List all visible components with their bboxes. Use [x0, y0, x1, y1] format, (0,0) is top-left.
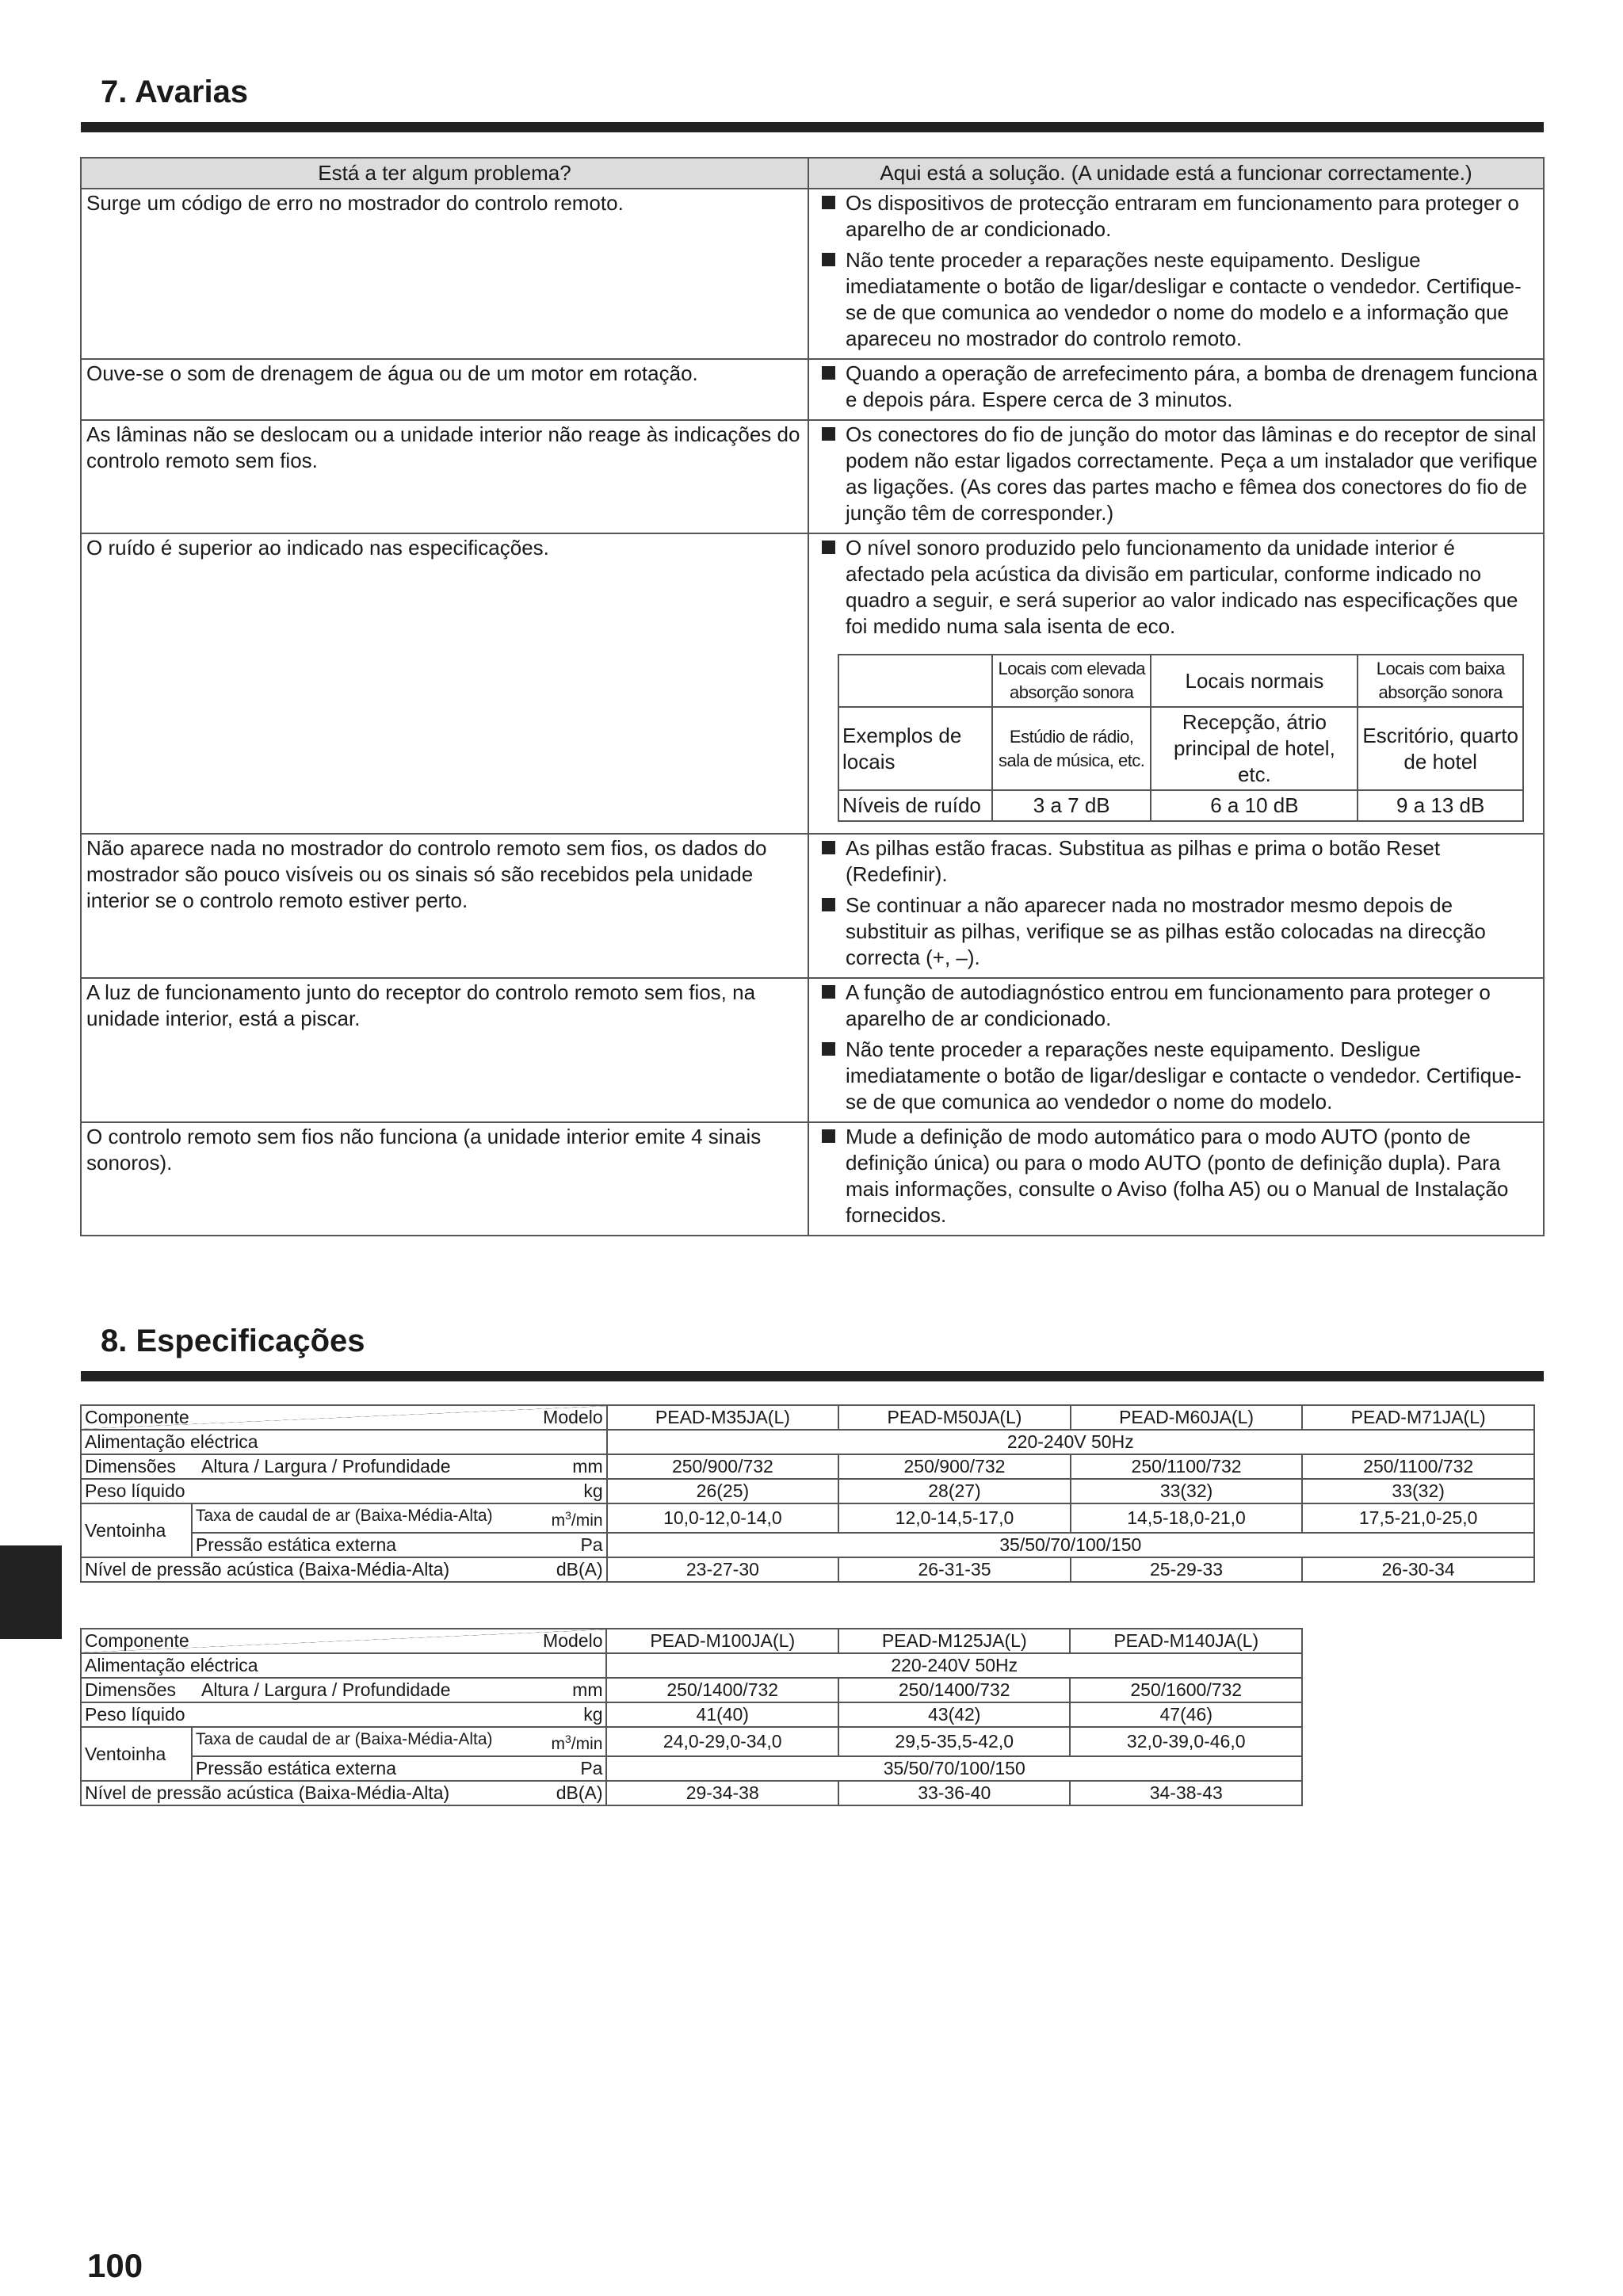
table-row — [81, 533, 1544, 834]
weight-value: 47(46) — [1070, 1702, 1302, 1727]
noise-label-cell — [81, 1781, 606, 1805]
solution-header: Aqui está a solução. (A unidade está a funcionar correctamente.) — [808, 158, 1544, 189]
airflow-value: 14,5-18,0-21,0 — [1071, 1503, 1303, 1533]
model-name: PEAD-M50JA(L) — [838, 1405, 1071, 1430]
noise-value: 26-31-35 — [838, 1557, 1071, 1582]
component-model-cell — [81, 1405, 607, 1430]
solution-cell: Os dispositivos de protecção entraram em funcionamento para proteger o aparelho de ar condicionado. Não tente proceder a reparações neste equipamento. Desligue imediatamente o botão de ligar/desligar e contacte o vendedor. Certifique-se de que comunica ao vendedor o nome do modelo e a informação que apareceu no mostrador do controlo remoto. — [808, 189, 1544, 359]
kg-unit: kg — [583, 1704, 603, 1725]
table-row — [81, 978, 1544, 1122]
static-pressure-value: 35/50/70/100/150 — [606, 1756, 1302, 1781]
airflow-value: 10,0-12,0-14,0 — [607, 1503, 839, 1533]
component-model-cell — [81, 1629, 606, 1653]
spec-row-models — [81, 1405, 1534, 1430]
dimensions-label-cell — [81, 1454, 607, 1479]
noise-value: 33-36-40 — [838, 1781, 1071, 1805]
dimensions-value: 250/1600/732 — [1070, 1678, 1302, 1702]
static-pressure-label-cell — [192, 1533, 607, 1557]
weight-label-cell — [81, 1479, 607, 1503]
airflow-value: 17,5-21,0-25,0 — [1302, 1503, 1534, 1533]
weight-label: Peso líquido — [85, 1704, 185, 1725]
static-pressure-value: 35/50/70/100/150 — [607, 1533, 1534, 1557]
model-name: PEAD-M60JA(L) — [1071, 1405, 1303, 1430]
spec-row-noise — [81, 1781, 1302, 1805]
dba-unit: dB(A) — [556, 1559, 603, 1580]
example-low-absorption: Escritório, quarto de hotel — [1358, 707, 1523, 790]
example-normal: Recepção, átrio principal de hotel, etc. — [1151, 707, 1358, 790]
spec-row-dimensions — [81, 1454, 1534, 1479]
square-bullet-icon — [822, 985, 835, 999]
level-low-absorption: 9 a 13 dB — [1358, 790, 1523, 821]
airflow-label: Taxa de caudal de ar (Baixa-Média-Alta) — [195, 1730, 493, 1748]
power-label: Alimentação eléctrica — [81, 1430, 607, 1454]
component-label: Componente — [85, 1407, 189, 1427]
solution-cell: As pilhas estão fracas. Substitua as pilhas e prima o botão Reset (Redefinir). Se continuar a não aparecer nada no mostrador mesmo depois de substituir as pilhas, verifique se as pilhas estão colocadas na direcção correcta (+, –). — [808, 834, 1544, 978]
dimensions-label: Dimensões — [85, 1456, 177, 1477]
weight-label-cell — [81, 1702, 606, 1727]
spec-row-static-pressure — [81, 1756, 1302, 1781]
spec-row-static-pressure — [81, 1533, 1534, 1557]
noise-label: Nível de pressão acústica (Baixa-Média-Alta) — [85, 1559, 450, 1580]
pa-unit: Pa — [580, 1534, 603, 1555]
problem-cell: O ruído é superior ao indicado nas especificações. — [81, 533, 808, 834]
dimensions-value: 250/1400/732 — [838, 1678, 1071, 1702]
airflow-value: 24,0-29,0-34,0 — [606, 1727, 838, 1756]
spec-row-noise — [81, 1557, 1534, 1582]
table-row — [81, 189, 1544, 359]
noise-table-corner — [838, 655, 992, 707]
weight-value: 33(32) — [1302, 1479, 1534, 1503]
noise-label-cell — [81, 1557, 607, 1582]
section-title-especificacoes: 8. Especificações — [101, 1324, 365, 1358]
table-row — [81, 1122, 1544, 1236]
weight-label: Peso líquido — [85, 1480, 185, 1501]
section-title-avarias: 7. Avarias — [101, 74, 249, 109]
level-high-absorption: 3 a 7 dB — [992, 790, 1151, 821]
square-bullet-icon — [822, 898, 835, 911]
problem-cell: As lâminas não se deslocam ou a unidade interior não reage às indicações do controlo remoto sem fios. — [81, 420, 808, 533]
square-bullet-icon — [822, 427, 835, 441]
table-row — [81, 359, 1544, 420]
solution-cell: O nível sonoro produzido pelo funcionamento da unidade interior é afectado pela acústica da divisão em particular, conforme indicado no quadro a seguir, e será superior ao valor indicado nas especificações que foi medido numa sala isenta de eco. Locais com elevada absorção sonora Locais normais Locais com baixa absorção sonora Exemplos de locais Estúdio de rádio, sala de música, etc. Recepção, átrio principal de hotel, etc. Escritório, quarto de hotel Níveis de ruído 3 a 7 dB 6 a 10 dB 9 a 13 dB — [808, 533, 1544, 834]
static-pressure-label: Pressão estática externa — [195, 1534, 397, 1555]
example-high-absorption: Estúdio de rádio, sala de música, etc. — [992, 707, 1151, 790]
problem-cell: Surge um código de erro no mostrador do controlo remoto. — [81, 189, 808, 359]
spec-row-airflow — [81, 1503, 1534, 1533]
problem-cell: O controlo remoto sem fios não funciona (a unidade interior emite 4 sinais sonoros). — [81, 1122, 808, 1236]
spec-table-1 — [80, 1404, 1535, 1583]
static-pressure-label: Pressão estática externa — [195, 1758, 396, 1778]
airflow-label-cell — [192, 1727, 607, 1756]
spec-row-weight — [81, 1479, 1534, 1503]
level-normal: 6 a 10 dB — [1151, 790, 1358, 821]
dimensions-value: 250/1400/732 — [606, 1678, 838, 1702]
model-label: Modelo — [543, 1630, 603, 1651]
spec-row-power — [81, 1430, 1534, 1454]
table-row — [81, 834, 1544, 978]
airflow-label-cell — [192, 1503, 607, 1533]
solution-cell: Mude a definição de modo automático para o modo AUTO (ponto de definição única) ou para o modo AUTO (ponto de definição dupla). Para mais informações, consulte o Aviso (folha A5) ou o Manual de Instalação fornecidos. — [808, 1122, 1544, 1236]
fan-label: Ventoinha — [81, 1503, 192, 1557]
table-row — [81, 420, 1544, 533]
noise-value: 34-38-43 — [1070, 1781, 1302, 1805]
airflow-value: 29,5-35,5-42,0 — [838, 1727, 1071, 1756]
pa-unit: Pa — [580, 1758, 603, 1778]
power-value: 220-240V 50Hz — [607, 1430, 1534, 1454]
problem-cell: Não aparece nada no mostrador do controlo remoto sem fios, os dados do mostrador são pouco visíveis ou os sinais só são recebidos pela unidade interior se o controlo remoto estiver perto. — [81, 834, 808, 978]
spec-row-power — [81, 1653, 1302, 1678]
levels-label: Níveis de ruído — [838, 790, 992, 821]
spec-row-models — [81, 1629, 1302, 1653]
airflow-unit: $m^3/\min$ — [551, 1733, 603, 1753]
problem-cell: A luz de funcionamento junto do receptor do controlo remoto sem fios, na unidade interior, está a piscar. — [81, 978, 808, 1122]
model-name: PEAD-M71JA(L) — [1302, 1405, 1534, 1430]
model-name: PEAD-M100JA(L) — [606, 1629, 838, 1653]
section-rule — [81, 1371, 1544, 1381]
power-label: Alimentação eléctrica — [81, 1653, 606, 1678]
dimensions-value: 250/900/732 — [838, 1454, 1071, 1479]
square-bullet-icon — [822, 841, 835, 854]
noise-header-low-absorption: Locais com baixa absorção sonora — [1358, 655, 1523, 707]
spec-row-airflow — [81, 1727, 1302, 1756]
model-name: PEAD-M125JA(L) — [838, 1629, 1071, 1653]
dimensions-label: Dimensões — [85, 1679, 177, 1700]
noise-value: 23-27-30 — [607, 1557, 839, 1582]
square-bullet-icon — [822, 366, 835, 380]
noise-header-high-absorption: Locais com elevada absorção sonora — [992, 655, 1151, 707]
spec-row-weight — [81, 1702, 1302, 1727]
model-label: Modelo — [543, 1407, 603, 1427]
examples-label: Exemplos de locais — [838, 707, 992, 790]
page-number: 100 — [87, 2247, 143, 2284]
noise-value: 29-34-38 — [606, 1781, 838, 1805]
dimensions-value: 250/1100/732 — [1302, 1454, 1534, 1479]
airflow-label: Taxa de caudal de ar (Baixa-Média-Alta) — [195, 1507, 493, 1525]
dimensions-value: 250/1100/732 — [1071, 1454, 1303, 1479]
solution-cell: Quando a operação de arrefecimento pára, a bomba de drenagem funciona e depois pára. Espere cerca de 3 minutos. — [808, 359, 1544, 420]
noise-label: Nível de pressão acústica (Baixa-Média-Alta) — [85, 1782, 450, 1803]
airflow-value: 12,0-14,5-17,0 — [838, 1503, 1071, 1533]
problem-header: Está a ter algum problema? — [81, 158, 808, 189]
dimensions-label-cell — [81, 1678, 606, 1702]
spec-table-2 — [80, 1628, 1303, 1806]
problem-cell: Ouve-se o som de drenagem de água ou de um motor em rotação. — [81, 359, 808, 420]
airflow-unit: $m^3/\min$ — [551, 1509, 603, 1530]
square-bullet-icon — [822, 196, 835, 209]
dimensions-sublabel: Altura / Largura / Profundidade — [201, 1679, 451, 1700]
static-pressure-label-cell — [192, 1756, 607, 1781]
noise-value: 26-30-34 — [1302, 1557, 1534, 1582]
model-name: PEAD-M140JA(L) — [1070, 1629, 1302, 1653]
solution-cell: Os conectores do fio de junção do motor das lâminas e do receptor de sinal podem não estar ligados correctamente. Peça a um instalador que verifique as ligações. (As cores das partes macho e fêmea dos conectores do fio de junção têm de corresponder.) — [808, 420, 1544, 533]
dimensions-sublabel: Altura / Largura / Profundidade — [201, 1456, 451, 1477]
square-bullet-icon — [822, 541, 835, 554]
weight-value: 26(25) — [607, 1479, 839, 1503]
power-value: 220-240V 50Hz — [606, 1653, 1302, 1678]
square-bullet-icon — [822, 1042, 835, 1056]
component-label: Componente — [85, 1630, 189, 1651]
dimensions-value: 250/900/732 — [607, 1454, 839, 1479]
weight-value: 41(40) — [606, 1702, 838, 1727]
model-name: PEAD-M35JA(L) — [607, 1405, 839, 1430]
noise-header-normal: Locais normais — [1151, 655, 1358, 707]
mm-unit: mm — [572, 1679, 603, 1700]
weight-value: 28(27) — [838, 1479, 1071, 1503]
square-bullet-icon — [822, 1129, 835, 1143]
section-rule — [81, 122, 1544, 132]
kg-unit: kg — [583, 1480, 603, 1501]
weight-value: 43(42) — [838, 1702, 1071, 1727]
noise-value: 25-29-33 — [1071, 1557, 1303, 1582]
side-tab-marker — [0, 1545, 62, 1639]
noise-level-table — [838, 654, 1524, 822]
fan-label: Ventoinha — [81, 1727, 192, 1781]
spec-row-dimensions — [81, 1678, 1302, 1702]
square-bullet-icon — [822, 253, 835, 266]
weight-value: 33(32) — [1071, 1479, 1303, 1503]
table-header-row — [81, 158, 1544, 189]
airflow-value: 32,0-39,0-46,0 — [1070, 1727, 1302, 1756]
solution-cell: A função de autodiagnóstico entrou em funcionamento para proteger o aparelho de ar condicionado. Não tente proceder a reparações neste equipamento. Desligue imediatamente o botão de ligar/desligar e contacte o vendedor. Certifique-se de que comunica ao vendedor o nome do modelo. — [808, 978, 1544, 1122]
dba-unit: dB(A) — [556, 1782, 603, 1803]
troubleshooting-table — [80, 157, 1545, 1236]
mm-unit: mm — [572, 1456, 603, 1477]
